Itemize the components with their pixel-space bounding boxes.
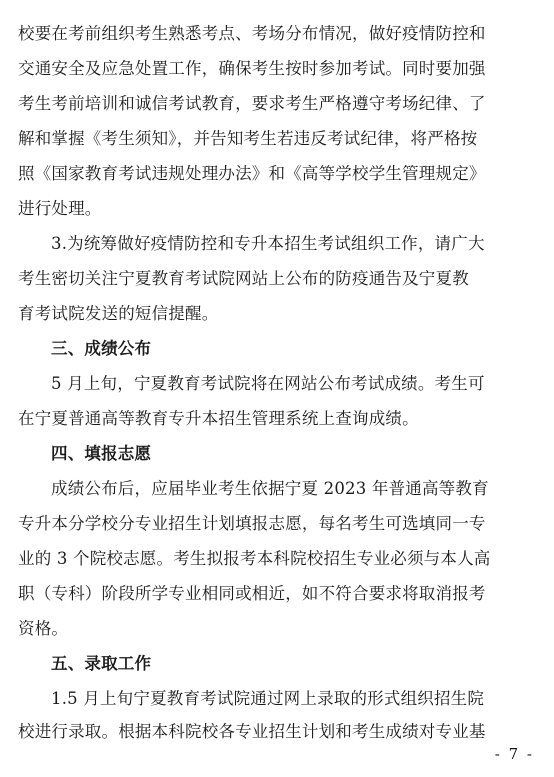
body-text-line: 解和掌握《考生须知》，并告知考生若违反考试纪律，将严格按	[18, 129, 478, 148]
body-text-line: 进行处理。	[18, 199, 102, 218]
section-heading: 四、填报志愿	[51, 444, 152, 463]
body-text-line: 1.5 月上旬宁夏教育考试院通过网上录取的形式组织招生院	[51, 689, 485, 708]
body-text-line: 5 月上旬，宁夏教育考试院将在网站公布考试成绩。考生可	[51, 374, 485, 393]
body-text-line: 3.为统筹做好疫情防控和专升本招生考试组织工作，请广大	[51, 234, 485, 253]
body-text-line: 校要在考前组织考生熟悉考点、考场分布情况，做好疫情防控和	[18, 24, 486, 43]
body-text-line: 考生密切关注宁夏教育考试院网站上公布的防疫通告及宁夏教	[18, 269, 469, 288]
section-heading: 三、成绩公布	[51, 339, 152, 358]
body-text-line: 资格。	[18, 619, 69, 638]
body-text-line: 校进行录取。根据本科院校各专业招生计划和考生成绩对专业基	[18, 722, 486, 741]
body-text-line: 照《国家教育考试违规处理办法》和《高等学校学生管理规定》	[18, 164, 486, 183]
body-text-line: 职（专科）阶段所学专业相同或相近，如不符合要求将取消报考	[18, 584, 486, 603]
section-heading: 五、录取工作	[51, 654, 152, 673]
page-number: - 7 -	[494, 745, 534, 763]
body-text-line: 考生考前培训和诚信考试教育，要求考生严格遵守考场纪律、了	[18, 94, 486, 113]
body-text-line: 专升本分学校分专业招生计划填报志愿，每名考生可选填同一专	[18, 514, 486, 533]
body-text-line: 育考试院发送的短信提醒。	[18, 304, 219, 323]
body-text-line: 交通安全及应急处置工作，确保考生按时参加考试。同时要加强	[18, 59, 486, 78]
body-text-line: 成绩公布后，应届毕业考生依据宁夏 2023 年普通高等教育	[51, 479, 489, 498]
body-text-line: 业的 3 个院校志愿。考生拟报考本科院校招生专业必须与本人高	[18, 549, 491, 568]
body-text-line: 在宁夏普通高等教育专升本招生管理系统上查询成绩。	[18, 409, 419, 428]
